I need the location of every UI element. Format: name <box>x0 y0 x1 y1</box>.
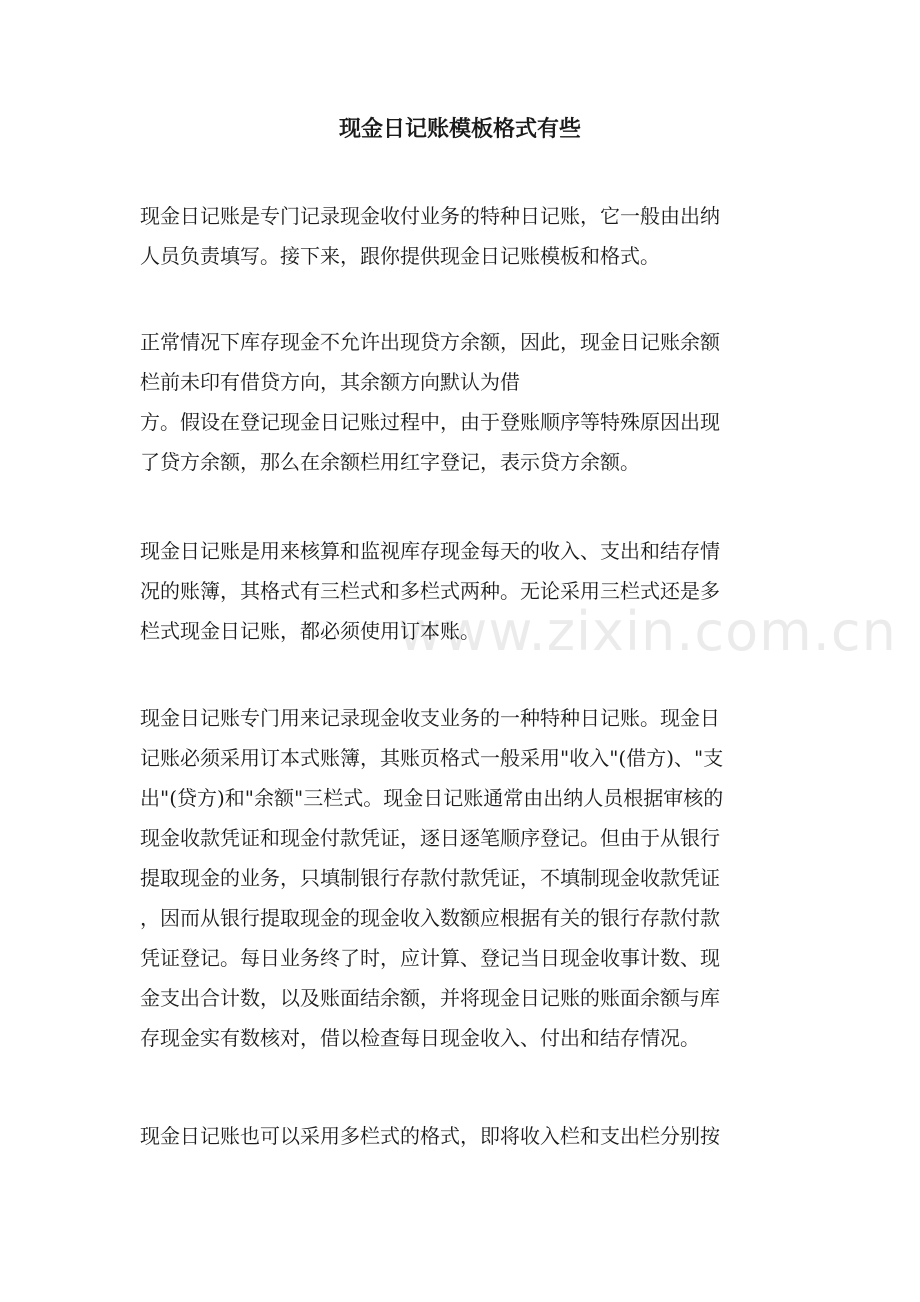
paragraph-line: 栏式现金日记账，都必须使用订本账。 <box>140 619 480 643</box>
paragraph-line: 况的账簿，其格式有三栏式和多栏式两种。无论采用三栏式还是多 <box>140 579 720 603</box>
paragraph-line: 人员负责填写。接下来，跟你提供现金日记账模板和格式。 <box>140 244 660 268</box>
paragraph-line: 现金日记账是用来核算和监视库存现金每天的收入、支出和结存情 <box>140 539 720 563</box>
paragraph-line: 方。假设在登记现金日记账过程中，由于登账顺序等特殊原因出现 <box>140 410 720 434</box>
paragraph-line: 正常情况下库存现金不允许出现贷方余额，因此，现金日记账余额 <box>140 330 720 354</box>
paragraph-line: 栏前未印有借贷方向，其余额方向默认为借 <box>140 370 520 394</box>
paragraph-5 <box>140 1116 780 1156</box>
paragraph-line: 存现金实有数核对，借以检查每日现金收入、付出和结存情况。 <box>140 1026 700 1050</box>
paragraph-line: 现金日记账专门用来记录现金收支业务的一种特种日记账。现金日 <box>140 706 720 730</box>
paragraph-3 <box>140 531 780 651</box>
paragraph-line: ，因而从银行提取现金的现金收入数额应根据有关的银行存款付款 <box>140 906 720 930</box>
page-title: 现金日记账模板格式有些 <box>338 116 581 142</box>
paragraph-1 <box>140 196 780 276</box>
paragraph-line: 金支出合计数，以及账面结余额，并将现金日记账的账面余额与库 <box>140 986 720 1010</box>
paragraph-line: 现金日记账也可以采用多栏式的格式，即将收入栏和支出栏分别按 <box>140 1124 720 1148</box>
paragraph-line: 现金收款凭证和现金付款凭证，逐日逐笔顺序登记。但由于从银行 <box>140 826 720 850</box>
watermark-text: www.zixin.com.cn <box>398 600 897 663</box>
paragraph-line: 凭证登记。每日业务终了时，应计算、登记当日现金收事计数、现 <box>140 946 720 970</box>
paragraph-line: 现金日记账是专门记录现金收付业务的特种日记账，它一般由出纳 <box>140 204 720 228</box>
paragraph-line: 出"(贷方)和"余额"三栏式。现金日记账通常由出纳人员根据审核的 <box>140 786 724 810</box>
paragraph-line: 了贷方余额，那么在余额栏用红字登记，表示贷方余额。 <box>140 450 640 474</box>
paragraph-line: 提取现金的业务，只填制银行存款付款凭证，不填制现金收款凭证 <box>140 866 720 890</box>
paragraph-4 <box>140 698 780 1058</box>
paragraph-line: 记账必须采用订本式账簿，其账页格式一般采用"收入"(借方)、"支 <box>140 746 724 770</box>
paragraph-2 <box>140 322 780 482</box>
